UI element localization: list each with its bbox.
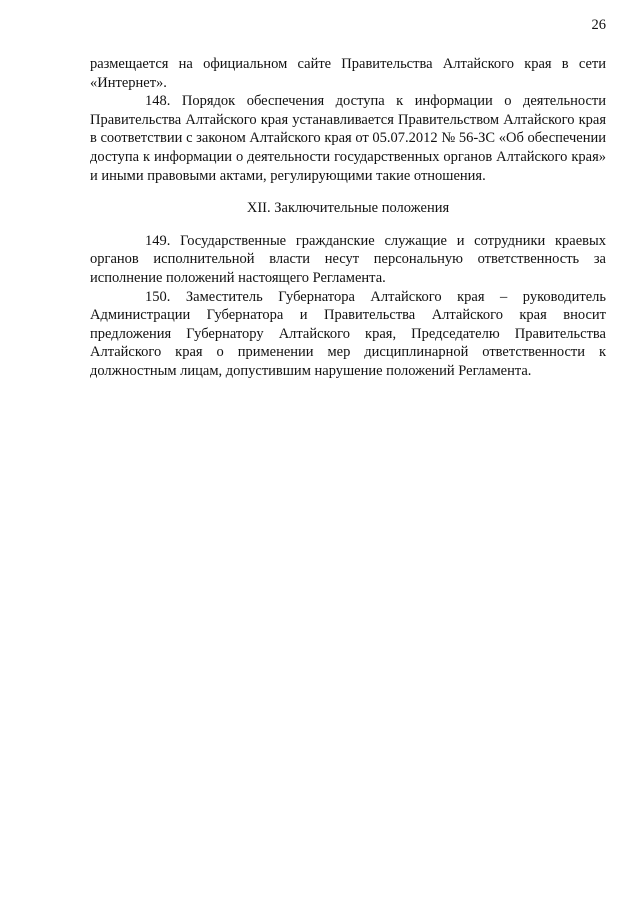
document-body: [90, 55, 606, 381]
paragraph-continuation: размещается на официальном сайте Правительства Алтайского края в сети «Интернет».: [90, 56, 606, 91]
section-heading: XII. Заключительные положения: [246, 200, 450, 217]
paragraph-150: 150. Заместитель Губернатора Алтайского края – руководитель Администрации Губернатора и Правительства Алтайского края вносит предложения Губернатору Алтайского края, Председателю Правительства Алтайского края о применении мер дисциплинарной ответственности к должностным лицам, допустившим нарушение положений Регламента.: [90, 288, 606, 379]
paragraph-148: 148. Порядок обеспечения доступа к информации о деятельности Правительства Алтайского края устанавливается Правительством Алтайского края в соответствии с законом Алтайского края от 05.07.2012 № 56-ЗС «Об обеспечении доступа к информации о деятельности государственных органов Алтайского края» и иными правовыми актами, регулирующими такие отношения.: [90, 93, 606, 184]
paragraph-149: 149. Государственные гражданские служащие и сотрудники краевых органов исполнительной власти несут персональную ответственность за исполнение положений настоящего Регламента.: [90, 232, 606, 286]
page-number: 26: [591, 17, 606, 33]
